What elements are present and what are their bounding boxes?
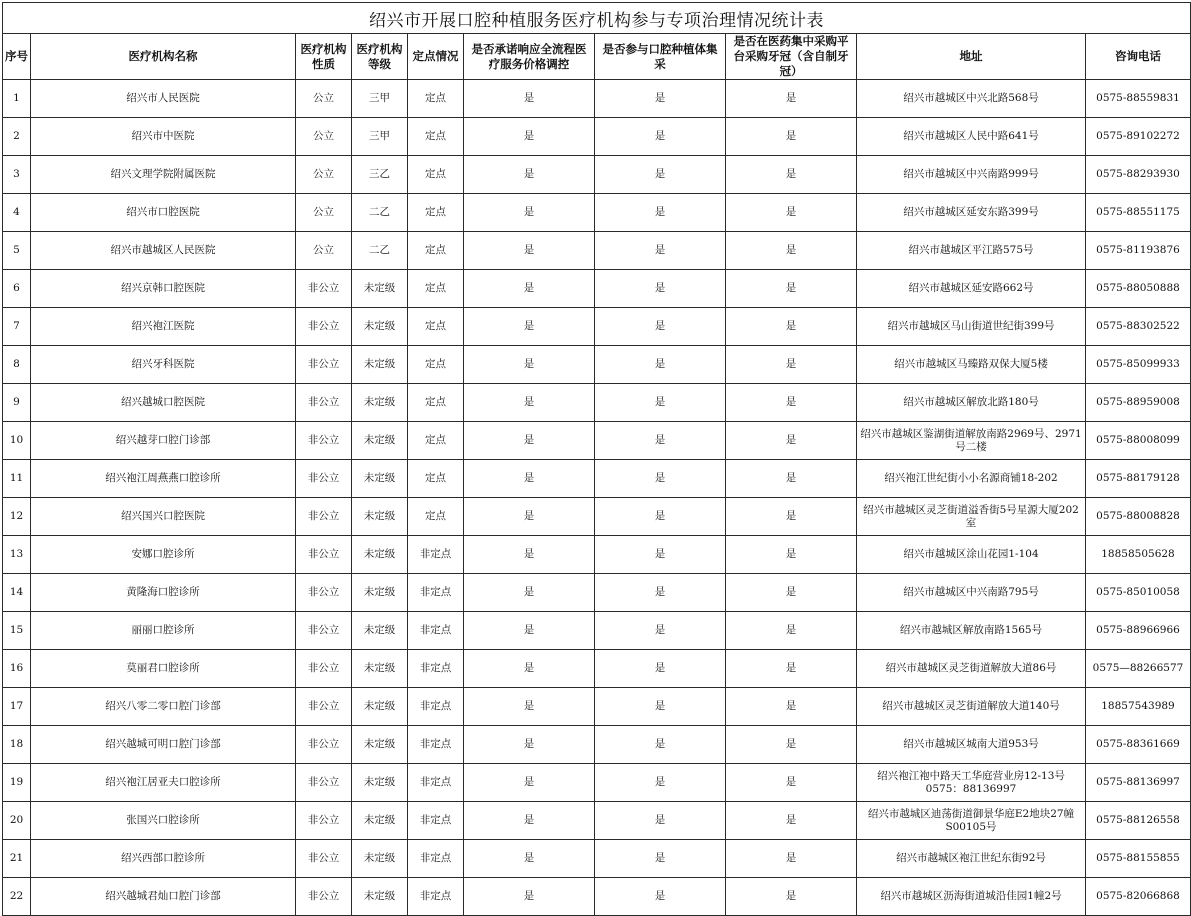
cell-designated: 定点 — [408, 460, 464, 498]
cell-nature: 公立 — [296, 232, 352, 270]
cell-crown: 是 — [726, 840, 857, 878]
cell-procurement: 是 — [595, 118, 726, 156]
cell-promise: 是 — [464, 384, 595, 422]
cell-procurement: 是 — [595, 840, 726, 878]
cell-crown: 是 — [726, 688, 857, 726]
cell-designated: 非定点 — [408, 878, 464, 916]
cell-designated: 定点 — [408, 384, 464, 422]
cell-procurement: 是 — [595, 346, 726, 384]
cell-no: 10 — [3, 422, 31, 460]
cell-crown: 是 — [726, 536, 857, 574]
cell-designated: 非定点 — [408, 802, 464, 840]
cell-no: 5 — [3, 232, 31, 270]
cell-procurement: 是 — [595, 802, 726, 840]
cell-no: 20 — [3, 802, 31, 840]
table-row — [3, 156, 1191, 194]
cell-designated: 定点 — [408, 80, 464, 118]
cell-promise: 是 — [464, 422, 595, 460]
cell-nature: 非公立 — [296, 498, 352, 536]
cell-promise: 是 — [464, 80, 595, 118]
cell-nature: 非公立 — [296, 802, 352, 840]
cell-level: 未定级 — [352, 498, 408, 536]
cell-level: 三乙 — [352, 156, 408, 194]
cell-level: 未定级 — [352, 802, 408, 840]
cell-address: 绍兴袍江世纪街小小名源商铺18-202 — [857, 460, 1086, 498]
cell-promise: 是 — [464, 346, 595, 384]
cell-nature: 非公立 — [296, 574, 352, 612]
table-row — [3, 498, 1191, 536]
cell-level: 未定级 — [352, 650, 408, 688]
cell-designated: 定点 — [408, 422, 464, 460]
header-address: 地址 — [857, 34, 1086, 80]
cell-designated: 非定点 — [408, 612, 464, 650]
table-row — [3, 346, 1191, 384]
cell-designated: 非定点 — [408, 536, 464, 574]
cell-address: 绍兴市越城区沥海街道城沿佳园1幢2号 — [857, 878, 1086, 916]
table-row — [3, 726, 1191, 764]
cell-phone: 0575-85099933 — [1086, 346, 1191, 384]
cell-no: 6 — [3, 270, 31, 308]
cell-crown: 是 — [726, 80, 857, 118]
cell-phone: 0575-88179128 — [1086, 460, 1191, 498]
table-row — [3, 574, 1191, 612]
cell-promise: 是 — [464, 688, 595, 726]
cell-nature: 非公立 — [296, 384, 352, 422]
cell-no: 18 — [3, 726, 31, 764]
cell-no: 2 — [3, 118, 31, 156]
cell-crown: 是 — [726, 118, 857, 156]
table-row — [3, 270, 1191, 308]
cell-procurement: 是 — [595, 688, 726, 726]
cell-level: 未定级 — [352, 840, 408, 878]
cell-promise: 是 — [464, 118, 595, 156]
cell-crown: 是 — [726, 422, 857, 460]
cell-phone: 0575—88266577 — [1086, 650, 1191, 688]
cell-designated: 非定点 — [408, 840, 464, 878]
cell-name: 绍兴市人民医院 — [31, 80, 296, 118]
cell-procurement: 是 — [595, 194, 726, 232]
cell-phone: 0575-88155855 — [1086, 840, 1191, 878]
cell-level: 未定级 — [352, 612, 408, 650]
cell-crown: 是 — [726, 878, 857, 916]
table-row — [3, 688, 1191, 726]
cell-level: 未定级 — [352, 270, 408, 308]
cell-name: 绍兴袍江居亚夫口腔诊所 — [31, 764, 296, 802]
cell-designated: 定点 — [408, 346, 464, 384]
cell-phone: 0575-88959008 — [1086, 384, 1191, 422]
cell-no: 13 — [3, 536, 31, 574]
cell-address: 绍兴市越城区袍江世纪东街92号 — [857, 840, 1086, 878]
cell-crown: 是 — [726, 764, 857, 802]
cell-promise: 是 — [464, 536, 595, 574]
cell-phone: 0575-88008099 — [1086, 422, 1191, 460]
cell-designated: 定点 — [408, 270, 464, 308]
cell-address: 绍兴市越城区延安东路399号 — [857, 194, 1086, 232]
cell-designated: 非定点 — [408, 764, 464, 802]
cell-level: 未定级 — [352, 422, 408, 460]
cell-crown: 是 — [726, 346, 857, 384]
cell-procurement: 是 — [595, 574, 726, 612]
header-promise: 是否承诺响应全流程医疗服务价格调控 — [464, 34, 595, 80]
cell-address: 绍兴市越城区马臻路双保大厦5楼 — [857, 346, 1086, 384]
cell-promise: 是 — [464, 460, 595, 498]
cell-nature: 非公立 — [296, 612, 352, 650]
cell-phone: 0575-85010058 — [1086, 574, 1191, 612]
table-row — [3, 308, 1191, 346]
cell-nature: 非公立 — [296, 422, 352, 460]
cell-phone: 0575-88361669 — [1086, 726, 1191, 764]
cell-phone: 0575-82066868 — [1086, 878, 1191, 916]
cell-designated: 定点 — [408, 308, 464, 346]
cell-no: 21 — [3, 840, 31, 878]
table-row — [3, 612, 1191, 650]
cell-level: 未定级 — [352, 384, 408, 422]
cell-no: 15 — [3, 612, 31, 650]
cell-address: 绍兴市越城区中兴南路795号 — [857, 574, 1086, 612]
cell-phone: 0575-88293930 — [1086, 156, 1191, 194]
cell-no: 8 — [3, 346, 31, 384]
cell-crown: 是 — [726, 574, 857, 612]
cell-address: 绍兴市越城区人民中路641号 — [857, 118, 1086, 156]
cell-phone: 18857543989 — [1086, 688, 1191, 726]
cell-no: 22 — [3, 878, 31, 916]
cell-procurement: 是 — [595, 308, 726, 346]
cell-phone: 0575-88302522 — [1086, 308, 1191, 346]
cell-no: 4 — [3, 194, 31, 232]
cell-procurement: 是 — [595, 270, 726, 308]
header-level: 医疗机构等级 — [352, 34, 408, 80]
cell-no: 11 — [3, 460, 31, 498]
cell-name: 安娜口腔诊所 — [31, 536, 296, 574]
cell-address: 绍兴市越城区灵芝街道解放大道86号 — [857, 650, 1086, 688]
cell-procurement: 是 — [595, 878, 726, 916]
cell-name: 绍兴市口腔医院 — [31, 194, 296, 232]
cell-phone: 0575-81193876 — [1086, 232, 1191, 270]
cell-address: 绍兴市越城区马山街道世纪街399号 — [857, 308, 1086, 346]
cell-phone: 0575-88966966 — [1086, 612, 1191, 650]
cell-level: 未定级 — [352, 308, 408, 346]
table-row — [3, 80, 1191, 118]
cell-crown: 是 — [726, 802, 857, 840]
cell-level: 三甲 — [352, 118, 408, 156]
cell-address: 绍兴市越城区鉴湖街道解放南路2969号、2971号二楼 — [857, 422, 1086, 460]
cell-promise: 是 — [464, 650, 595, 688]
cell-level: 未定级 — [352, 764, 408, 802]
cell-procurement: 是 — [595, 536, 726, 574]
cell-promise: 是 — [464, 232, 595, 270]
table-row — [3, 384, 1191, 422]
table-row — [3, 232, 1191, 270]
cell-nature: 非公立 — [296, 650, 352, 688]
table-row — [3, 764, 1191, 802]
cell-crown: 是 — [726, 612, 857, 650]
cell-address: 绍兴市越城区中兴北路568号 — [857, 80, 1086, 118]
cell-level: 未定级 — [352, 536, 408, 574]
cell-address: 绍兴市越城区迪荡街道御景华庭E2地块27幢S00105号 — [857, 802, 1086, 840]
cell-promise: 是 — [464, 878, 595, 916]
cell-nature: 公立 — [296, 118, 352, 156]
table-row — [3, 118, 1191, 156]
cell-nature: 非公立 — [296, 346, 352, 384]
cell-level: 二乙 — [352, 232, 408, 270]
cell-designated: 定点 — [408, 498, 464, 536]
cell-promise: 是 — [464, 308, 595, 346]
statistics-table — [2, 2, 1191, 916]
cell-no: 7 — [3, 308, 31, 346]
cell-designated: 定点 — [408, 232, 464, 270]
header-designated: 定点情况 — [408, 34, 464, 80]
cell-name: 绍兴文理学院附属医院 — [31, 156, 296, 194]
cell-phone: 0575-89102272 — [1086, 118, 1191, 156]
cell-name: 绍兴越城君灿口腔门诊部 — [31, 878, 296, 916]
cell-phone: 0575-88559831 — [1086, 80, 1191, 118]
table-row — [3, 422, 1191, 460]
cell-address: 绍兴市越城区平江路575号 — [857, 232, 1086, 270]
cell-procurement: 是 — [595, 612, 726, 650]
cell-level: 二乙 — [352, 194, 408, 232]
cell-promise: 是 — [464, 270, 595, 308]
cell-address: 绍兴市越城区解放北路180号 — [857, 384, 1086, 422]
cell-procurement: 是 — [595, 384, 726, 422]
cell-nature: 非公立 — [296, 688, 352, 726]
cell-crown: 是 — [726, 460, 857, 498]
cell-address: 绍兴市越城区城南大道953号 — [857, 726, 1086, 764]
table-title: 绍兴市开展口腔种植服务医疗机构参与专项治理情况统计表 — [3, 3, 1191, 34]
cell-nature: 非公立 — [296, 270, 352, 308]
cell-level: 未定级 — [352, 726, 408, 764]
cell-name: 绍兴越芽口腔门诊部 — [31, 422, 296, 460]
cell-nature: 非公立 — [296, 840, 352, 878]
table-row — [3, 802, 1191, 840]
cell-no: 3 — [3, 156, 31, 194]
cell-procurement: 是 — [595, 650, 726, 688]
cell-promise: 是 — [464, 574, 595, 612]
cell-designated: 定点 — [408, 156, 464, 194]
header-no: 序号 — [3, 34, 31, 80]
cell-address: 绍兴市越城区延安路662号 — [857, 270, 1086, 308]
cell-designated: 非定点 — [408, 726, 464, 764]
cell-level: 未定级 — [352, 460, 408, 498]
cell-procurement: 是 — [595, 80, 726, 118]
cell-promise: 是 — [464, 764, 595, 802]
cell-level: 未定级 — [352, 878, 408, 916]
cell-promise: 是 — [464, 840, 595, 878]
cell-crown: 是 — [726, 194, 857, 232]
cell-nature: 公立 — [296, 156, 352, 194]
cell-nature: 非公立 — [296, 878, 352, 916]
header-procurement: 是否参与口腔种植体集采 — [595, 34, 726, 80]
cell-address: 绍兴袍江袍中路天工华庭营业房12-13号0575：88136997 — [857, 764, 1086, 802]
cell-name: 绍兴京韩口腔医院 — [31, 270, 296, 308]
cell-crown: 是 — [726, 650, 857, 688]
cell-no: 12 — [3, 498, 31, 536]
cell-level: 未定级 — [352, 688, 408, 726]
cell-nature: 公立 — [296, 80, 352, 118]
cell-name: 绍兴八零二零口腔门诊部 — [31, 688, 296, 726]
cell-designated: 定点 — [408, 194, 464, 232]
cell-procurement: 是 — [595, 498, 726, 536]
table-row — [3, 536, 1191, 574]
cell-phone: 0575-88126558 — [1086, 802, 1191, 840]
cell-nature: 非公立 — [296, 764, 352, 802]
cell-promise: 是 — [464, 498, 595, 536]
cell-designated: 非定点 — [408, 650, 464, 688]
cell-name: 绍兴越城口腔医院 — [31, 384, 296, 422]
cell-promise: 是 — [464, 726, 595, 764]
cell-name: 绍兴牙科医院 — [31, 346, 296, 384]
cell-no: 1 — [3, 80, 31, 118]
header-nature: 医疗机构性质 — [296, 34, 352, 80]
header-phone: 咨询电话 — [1086, 34, 1191, 80]
cell-name: 丽丽口腔诊所 — [31, 612, 296, 650]
cell-phone: 18858505628 — [1086, 536, 1191, 574]
cell-crown: 是 — [726, 232, 857, 270]
cell-crown: 是 — [726, 498, 857, 536]
cell-phone: 0575-88136997 — [1086, 764, 1191, 802]
cell-name: 绍兴袍江周燕燕口腔诊所 — [31, 460, 296, 498]
cell-nature: 公立 — [296, 194, 352, 232]
cell-level: 未定级 — [352, 346, 408, 384]
cell-procurement: 是 — [595, 156, 726, 194]
cell-name: 绍兴市中医院 — [31, 118, 296, 156]
cell-designated: 非定点 — [408, 574, 464, 612]
cell-nature: 非公立 — [296, 460, 352, 498]
cell-designated: 定点 — [408, 118, 464, 156]
cell-name: 绍兴西部口腔诊所 — [31, 840, 296, 878]
cell-phone: 0575-88050888 — [1086, 270, 1191, 308]
cell-name: 莫丽君口腔诊所 — [31, 650, 296, 688]
cell-address: 绍兴市越城区灵芝街道解放大道140号 — [857, 688, 1086, 726]
cell-level: 三甲 — [352, 80, 408, 118]
cell-no: 14 — [3, 574, 31, 612]
cell-promise: 是 — [464, 612, 595, 650]
cell-crown: 是 — [726, 156, 857, 194]
table-row — [3, 460, 1191, 498]
cell-procurement: 是 — [595, 422, 726, 460]
cell-name: 绍兴袍江医院 — [31, 308, 296, 346]
table-body — [3, 80, 1191, 916]
cell-name: 黄隆海口腔诊所 — [31, 574, 296, 612]
cell-name: 绍兴市越城区人民医院 — [31, 232, 296, 270]
cell-address: 绍兴市越城区中兴南路999号 — [857, 156, 1086, 194]
cell-crown: 是 — [726, 270, 857, 308]
cell-level: 未定级 — [352, 574, 408, 612]
cell-name: 张国兴口腔诊所 — [31, 802, 296, 840]
cell-phone: 0575-88551175 — [1086, 194, 1191, 232]
cell-phone: 0575-88008828 — [1086, 498, 1191, 536]
cell-address: 绍兴市越城区灵芝街道溢香街5号星源大厦202室 — [857, 498, 1086, 536]
header-row — [3, 34, 1191, 80]
cell-nature: 非公立 — [296, 536, 352, 574]
cell-promise: 是 — [464, 156, 595, 194]
cell-crown: 是 — [726, 726, 857, 764]
cell-procurement: 是 — [595, 232, 726, 270]
header-name: 医疗机构名称 — [31, 34, 296, 80]
cell-promise: 是 — [464, 194, 595, 232]
cell-address: 绍兴市越城区解放南路1565号 — [857, 612, 1086, 650]
cell-crown: 是 — [726, 308, 857, 346]
cell-crown: 是 — [726, 384, 857, 422]
cell-address: 绍兴市越城区涂山花园1-104 — [857, 536, 1086, 574]
cell-no: 16 — [3, 650, 31, 688]
cell-no: 19 — [3, 764, 31, 802]
header-crown: 是否在医药集中采购平台采购牙冠（含自制牙冠） — [726, 34, 857, 80]
cell-nature: 非公立 — [296, 308, 352, 346]
cell-nature: 非公立 — [296, 726, 352, 764]
cell-promise: 是 — [464, 802, 595, 840]
table-row — [3, 194, 1191, 232]
cell-procurement: 是 — [595, 764, 726, 802]
cell-name: 绍兴国兴口腔医院 — [31, 498, 296, 536]
cell-procurement: 是 — [595, 460, 726, 498]
cell-no: 17 — [3, 688, 31, 726]
cell-designated: 非定点 — [408, 688, 464, 726]
cell-name: 绍兴越城可明口腔门诊部 — [31, 726, 296, 764]
table-row — [3, 840, 1191, 878]
table-row — [3, 650, 1191, 688]
cell-no: 9 — [3, 384, 31, 422]
cell-procurement: 是 — [595, 726, 726, 764]
